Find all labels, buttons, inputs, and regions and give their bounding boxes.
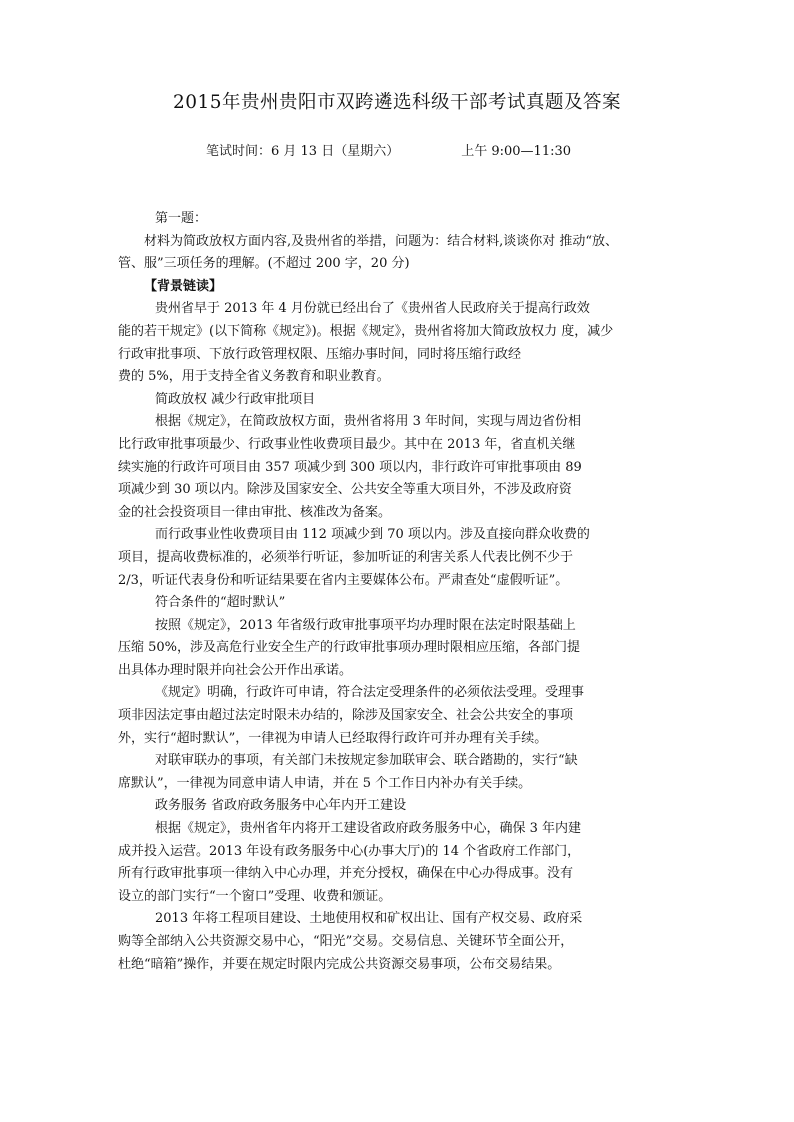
- paragraph-line: 杜绝“暗箱”操作，并要在规定时限内完成公共资源交易事项，公布交易结果。: [118, 956, 561, 972]
- exam-schedule: [206, 140, 571, 159]
- subsection-heading: 符合条件的“超时默认”: [155, 595, 286, 611]
- paragraph-line: 2/3，听证代表身份和听证结果要在省内主要媒体公布。严肃查处“虚假听证”。: [118, 572, 569, 588]
- paragraph-line: 2013 年将工程项目建设、土地使用权和矿权出让、国有产权交易、政府采: [155, 911, 583, 927]
- question-text: 材料为简政放权方面内容,及贵州省的举措，问题为：结合材料,谈谈你对 推动“放、: [144, 233, 619, 249]
- paragraph-line: 贵州省早于 2013 年 4 月份就已经出台了《贵州省人民政府关于提高行政效: [155, 301, 590, 317]
- paragraph-line: 根据《规定》，在简政放权方面，贵州省将用 3 年时间，实现与周边省份相: [155, 414, 582, 430]
- paragraph-line: 对联审联办的事项，有关部门未按规定参加联审会、联合踏勘的，实行“缺: [155, 753, 578, 769]
- paragraph-line: 项目，提高收费标准的，必须举行听证，参加听证的利害关系人代表比例不少于: [118, 549, 574, 565]
- paragraph-line: 续实施的行政许可项目由 357 项减少到 300 项以内，非行政许可审批事项由 89: [118, 459, 582, 475]
- paragraph-line: 成并投入运营。2013 年设有政务服务中心(办事大厅)的 14 个省政府工作部门，: [118, 843, 581, 859]
- question-heading: 第一题：: [155, 211, 208, 226]
- paragraph-line: 费的 5%，用于支持全省义务教育和职业教育。: [118, 369, 390, 385]
- section-heading: 【背景链读】: [144, 278, 223, 294]
- paragraph-line: 按照《规定》，2013 年省级行政审批事项平均办理时限在法定时限基础上: [155, 617, 576, 633]
- paragraph-line: 外，实行“超时默认”，一律视为申请人已经取得行政许可并办理有关手续。: [118, 730, 548, 746]
- question-text: 管、服”三项任务的理解。(不超过 200 字，20 分): [118, 256, 410, 272]
- paragraph-line: 购等全部纳入公共资源交易中心，“阳光”交易。交易信息、关键环节全面公开，: [118, 934, 574, 949]
- exam-time: 笔试时间：6 月 13 日（星期六）: [206, 144, 400, 159]
- paragraph-line: 出具体办理时限并向社会公开作出承诺。: [118, 662, 353, 678]
- paragraph-line: 项减少到 30 项以内。除涉及国家安全、公共安全等重大项目外，不涉及政府资: [118, 482, 572, 498]
- paragraph-line: 能的若干规定》(以下简称《规定》)。根据《规定》，贵州省将加大简政放权力 度，减少: [118, 323, 614, 339]
- paragraph-line: 根据《规定》，贵州省年内将开工建设省政府政务服务中心，确保 3 年内建: [155, 821, 582, 837]
- subsection-heading: 政务服务 省政府政务服务中心年内开工建设: [155, 798, 407, 814]
- paragraph-line: 而行政事业性收费项目由 112 项减少到 70 项以内。涉及直接向群众收费的: [155, 527, 590, 543]
- exam-period: 上午 9:00—11:30: [461, 144, 572, 159]
- paragraph-line: 项非因法定事由超过法定时限未办结的，除涉及国家安全、社会公共安全的事项: [118, 708, 574, 724]
- paragraph-line: 金的社会投资项目一律由审批、核准改为备案。: [118, 504, 392, 520]
- paragraph-line: 设立的部门实行“一个窗口”受理、收费和颁证。: [118, 888, 392, 904]
- paragraph-line: 所有行政审批事项一律纳入中心办理，并充分授权，确保在中心办得成事。没有: [118, 866, 574, 882]
- paragraph-line: 比行政审批事项最少、行政事业性收费项目最少。其中在 2013 年，省直机关继: [118, 436, 576, 452]
- document-title: 2015年贵州贵阳市双跨遴选科级干部考试真题及答案: [172, 92, 622, 113]
- paragraph-line: 《规定》明确，行政许可申请，符合法定受理条件的必须依法受理。受理事: [155, 685, 585, 701]
- paragraph-line: 行政审批事项、下放行政管理权限、压缩办事时间，同时将压缩行政经: [118, 346, 522, 362]
- paragraph-line: 压缩 50%，涉及高危行业安全生产的行政审批事项办理时限相应压缩，各部门提: [118, 640, 581, 656]
- subsection-heading: 简政放权 减少行政审批项目: [155, 391, 316, 407]
- document-body: [118, 208, 688, 976]
- paragraph-line: 席默认”，一律视为同意申请人申请，并在 5 个工作日内补办有关手续。: [118, 775, 532, 791]
